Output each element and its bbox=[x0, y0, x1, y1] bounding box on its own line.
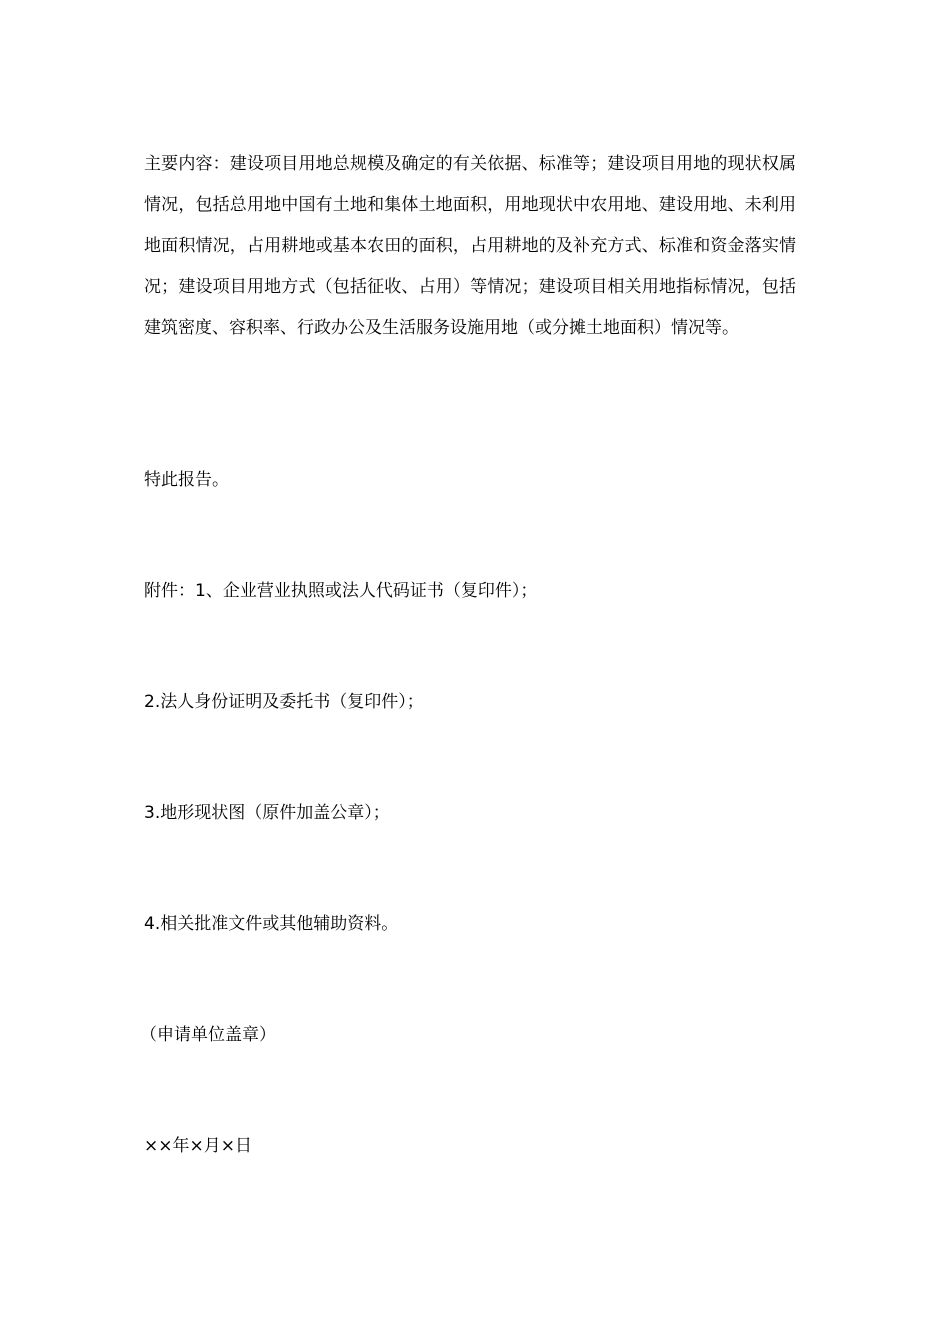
attachment-item-2: 2.法人身份证明及委托书（复印件）； bbox=[144, 692, 424, 712]
date-line: ××年×月×日 bbox=[144, 1136, 252, 1156]
attachment-item-1: 附件：1、企业营业执照或法人代码证书（复印件）； bbox=[144, 581, 538, 601]
closing-statement: 特此报告。 bbox=[144, 470, 229, 490]
attachment-item-4: 4.相关批准文件或其他辅助资料。 bbox=[144, 914, 399, 934]
stamp-note: （申请单位盖章） bbox=[140, 1025, 276, 1045]
attachment-item-3: 3.地形现状图（原件加盖公章）； bbox=[144, 803, 390, 823]
main-content-paragraph: 主要内容：建设项目用地总规模及确定的有关依据、标准等；建设项目用地的现状权属情况，包括总用地中国有土地和集体土地面积，用地现状中农用地、建设用地、未利用地面积情况，占用耕地或基本农田的面积，占用耕地的及补充方式、标准和资金落实情况；建设项目用地方式（包括征收、占用）等情况；建设项目相关用地指标情况，包括建筑密度、容积率、行政办公及生活服务设施用地（或分摊土地面积）情况等。 bbox=[144, 154, 796, 338]
